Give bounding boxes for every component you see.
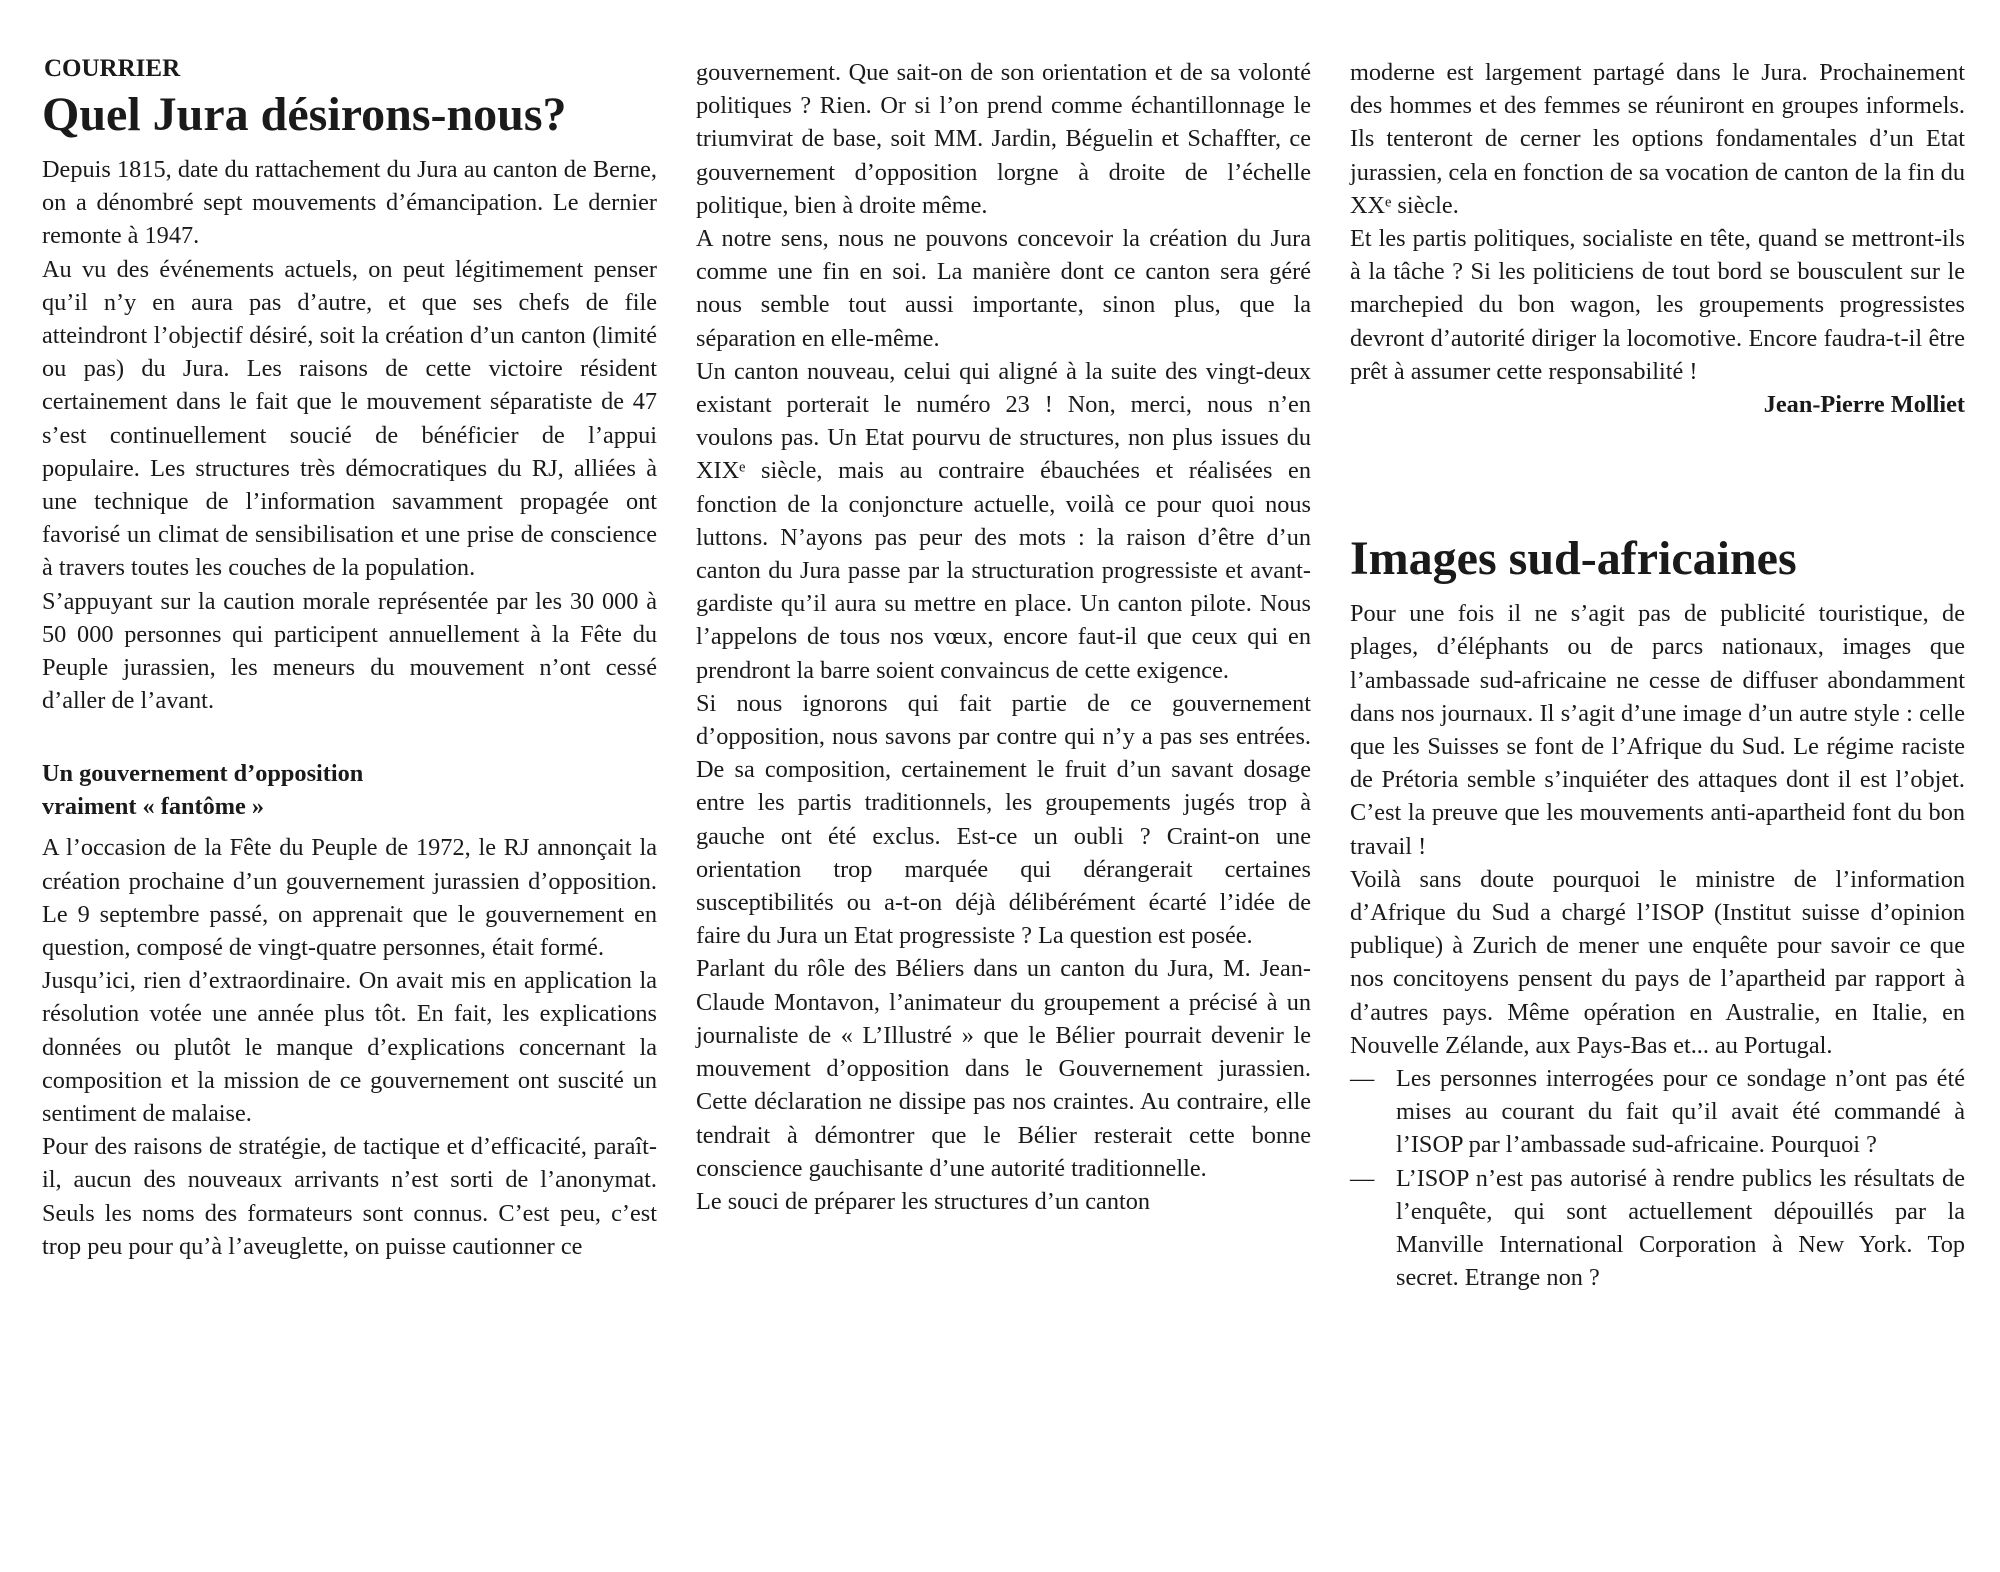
list-item-text: L’ISOP n’est pas autorisé à rendre publics les résultats de l’enquête, qui sont actuellement dépouillés par la Manville International Corporation à New York. Top secret. Etrange non ? (1396, 1164, 1965, 1292)
paragraph: Un canton nouveau, celui qui aligné à la suite des vingt-deux existant porterait le numéro 23 ! Non, merci, nous n’en voulons pas. Un Etat pourvu de structures, non plus issues du XIXᵉ siècle, mais au contraire ébauchées et réalisées en fonction de la conjoncture actuelle, voilà ce pour quoi nous luttons. N’ayons pas peur des mots : la raison d’être d’un canton du Jura passe par la structuration progressiste et avant-gardiste qu’il aura su mettre en place. Un canton pilote. Nous l’appelons de tous nos vœux, encore faut-il que ceux qui en prendront la barre soient convaincus de cette exigence. (696, 357, 1311, 684)
author-signature: Jean-Pierre Molliet (1763, 391, 1965, 419)
section-kicker: COURRIER (44, 55, 181, 82)
paragraph: S’appuyant sur la caution morale représentée par les 30 000 à 50 000 personnes qui participent annuellement à la Fête du Peuple jurassien, les meneurs du mouvement n’ont cessé d’aller de l’avant. (42, 587, 657, 715)
paragraph: Au vu des événements actuels, on peut légitimement penser qu’il n’y en aura pas d’autre, et que ses chefs de file atteindront l’objectif désiré, soit la création d’un canton (limité ou pas) du Jura. Les raisons de cette victoire résident certainement dans le fait que le mouvement séparatiste de 47 s’est continuellement soucié de bénéficier de l’appui populaire. Les structures très démocratiques du RJ, alliées à une technique de l’information savamment propagée ont favorisé un climat de sensibilisation et une prise de conscience à travers toutes les couches de la population. (42, 255, 657, 582)
paragraph: Depuis 1815, date du rattachement du Jura au canton de Berne, on a dénombré sept mouvements d’émancipation. Le dernier remonte à 1947. (42, 156, 657, 250)
dash-bullet: — (1350, 1164, 1375, 1192)
subheading-line: vraiment « fantôme » (42, 793, 264, 821)
list-item (1350, 1062, 1965, 1162)
paragraph: Et les partis politiques, socialiste en tête, quand se mettront-ils à la tâche ? Si les politiciens de tout bord se bousculent sur le marchepied du bon wagon, les groupements progressistes devront d’autorité diriger la locomotive. Encore faudra-t-il être prêt à assumer cette responsabilité ! (1350, 225, 1965, 385)
paragraph: gouvernement. Que sait-on de son orientation et de sa volonté politiques ? Rien. Or si l’on prend comme échantillonnage le triumvirat de base, soit MM. Jardin, Béguelin et Schaffter, ce gouvernement d’opposition lorgne à droite de l’échelle politique, bien à droite même. (696, 59, 1311, 219)
paragraph: Le souci de préparer les structures d’un canton (696, 1187, 1151, 1215)
subheading-line: Un gouvernement d’opposition (42, 760, 364, 788)
spacer (1350, 421, 1965, 531)
list-item (1350, 1162, 1965, 1295)
paragraph: Si nous ignorons qui fait partie de ce gouvernement d’opposition, nous savons par contre qui n’y a pas ses entrées. De sa composition, certainement le fruit d’un savant dosage entre les partis traditionnels, les groupements jugés trop à gauche ont été exclus. Est-ce un oubli ? Craint-on une orientation trop marquée qui dérangerait certaines susceptibilités ou a-t-on déjà délibérément écarté l’idée de faire du Jura un Etat progressiste ? La question est posée. (696, 689, 1311, 950)
paragraph: A l’occasion de la Fête du Peuple de 1972, le RJ annonçait la création prochaine d’un gouvernement jurassien d’opposition. Le 9 septembre passé, on apprenait que le gouvernement en question, composé de vingt-quatre personnes, était formé. (42, 834, 657, 962)
column-2 (696, 56, 1311, 1218)
article-title: Quel Jura désirons-nous? (42, 88, 567, 141)
paragraph: Pour une fois il ne s’agit pas de publicité touristique, de plages, d’éléphants ou de parcs nationaux, images que l’ambassade sud-africaine ne cesse de diffuser abondamment dans nos journaux. Il s’agit d’une image d’un autre style : celle que les Suisses se font de l’Afrique du Sud. Le régime raciste de Prétoria semble s’inquiéter des attaques dont il est l’objet. C’est la preuve que les mouvements anti-apartheid font du bon travail ! (1350, 600, 1965, 860)
column-3 (1350, 56, 1965, 1295)
paragraph: Jusqu’ici, rien d’extraordinaire. On avait mis en application la résolution votée une année plus tôt. En fait, les explications données ou plutôt le manque d’explications concernant la composition et la mission de ce gouvernement ont suscité un sentiment de malaise. (42, 967, 657, 1128)
paragraph: moderne est largement partagé dans le Jura. Prochainement des hommes et des femmes se réuniront en groupes informels. Ils tenteront de cerner les options fondamentales d’un Etat jurassien, cela en fonction de sa vocation de canton de la fin du XXᵉ siècle. (1350, 59, 1965, 219)
paragraph: A notre sens, nous ne pouvons concevoir la création du Jura comme une fin en soi. La manière dont ce canton sera géré nous semble tout aussi importante, sinon plus, que la séparation en elle-même. (696, 225, 1311, 352)
paragraph: Parlant du rôle des Béliers dans un canton du Jura, M. Jean-Claude Montavon, l’animateur du groupement a précisé à un journaliste de « L’Illustré » que le Bélier pourrait devenir le mouvement d’opposition dans le Gouvernement jurassien. Cette déclaration ne dissipe pas nos craintes. Au contraire, elle tendrait à démontrer que le Bélier resterait cette bonne conscience gauchisante d’une autorité traditionnelle. (696, 955, 1311, 1182)
article-title-2: Images sud-africaines (1350, 532, 1797, 586)
article-subheading (42, 757, 657, 823)
dash-bullet: — (1350, 1065, 1375, 1093)
paragraph: Voilà sans doute pourquoi le ministre de l’information d’Afrique du Sud a chargé l’ISOP (Institut suisse d’opinion publique) à Zurich de mener une enquête pour savoir ce que nos concitoyens pensent du pays de l’apartheid par rapport à d’autres pays. Même opération en Australie, en Italie, en Nouvelle Zélande, aux Pays-Bas et... au Portugal. (1350, 865, 1965, 1059)
dash-list (1350, 1062, 1965, 1294)
column-1 (42, 52, 657, 1263)
list-item-text: Les personnes interrogées pour ce sondage n’ont pas été mises au courant du fait qu’il avait été commandé à l’ISOP par l’ambassade sud-africaine. Pourquoi ? (1396, 1065, 1965, 1159)
paragraph: Pour des raisons de stratégie, de tactique et d’efficacité, paraît-il, aucun des nouveaux arrivants n’est sorti de l’anonymat. Seuls les noms des formateurs sont connus. C’est peu, c’est trop peu pour qu’à l’aveuglette, on puisse cautionner ce (42, 1133, 657, 1260)
